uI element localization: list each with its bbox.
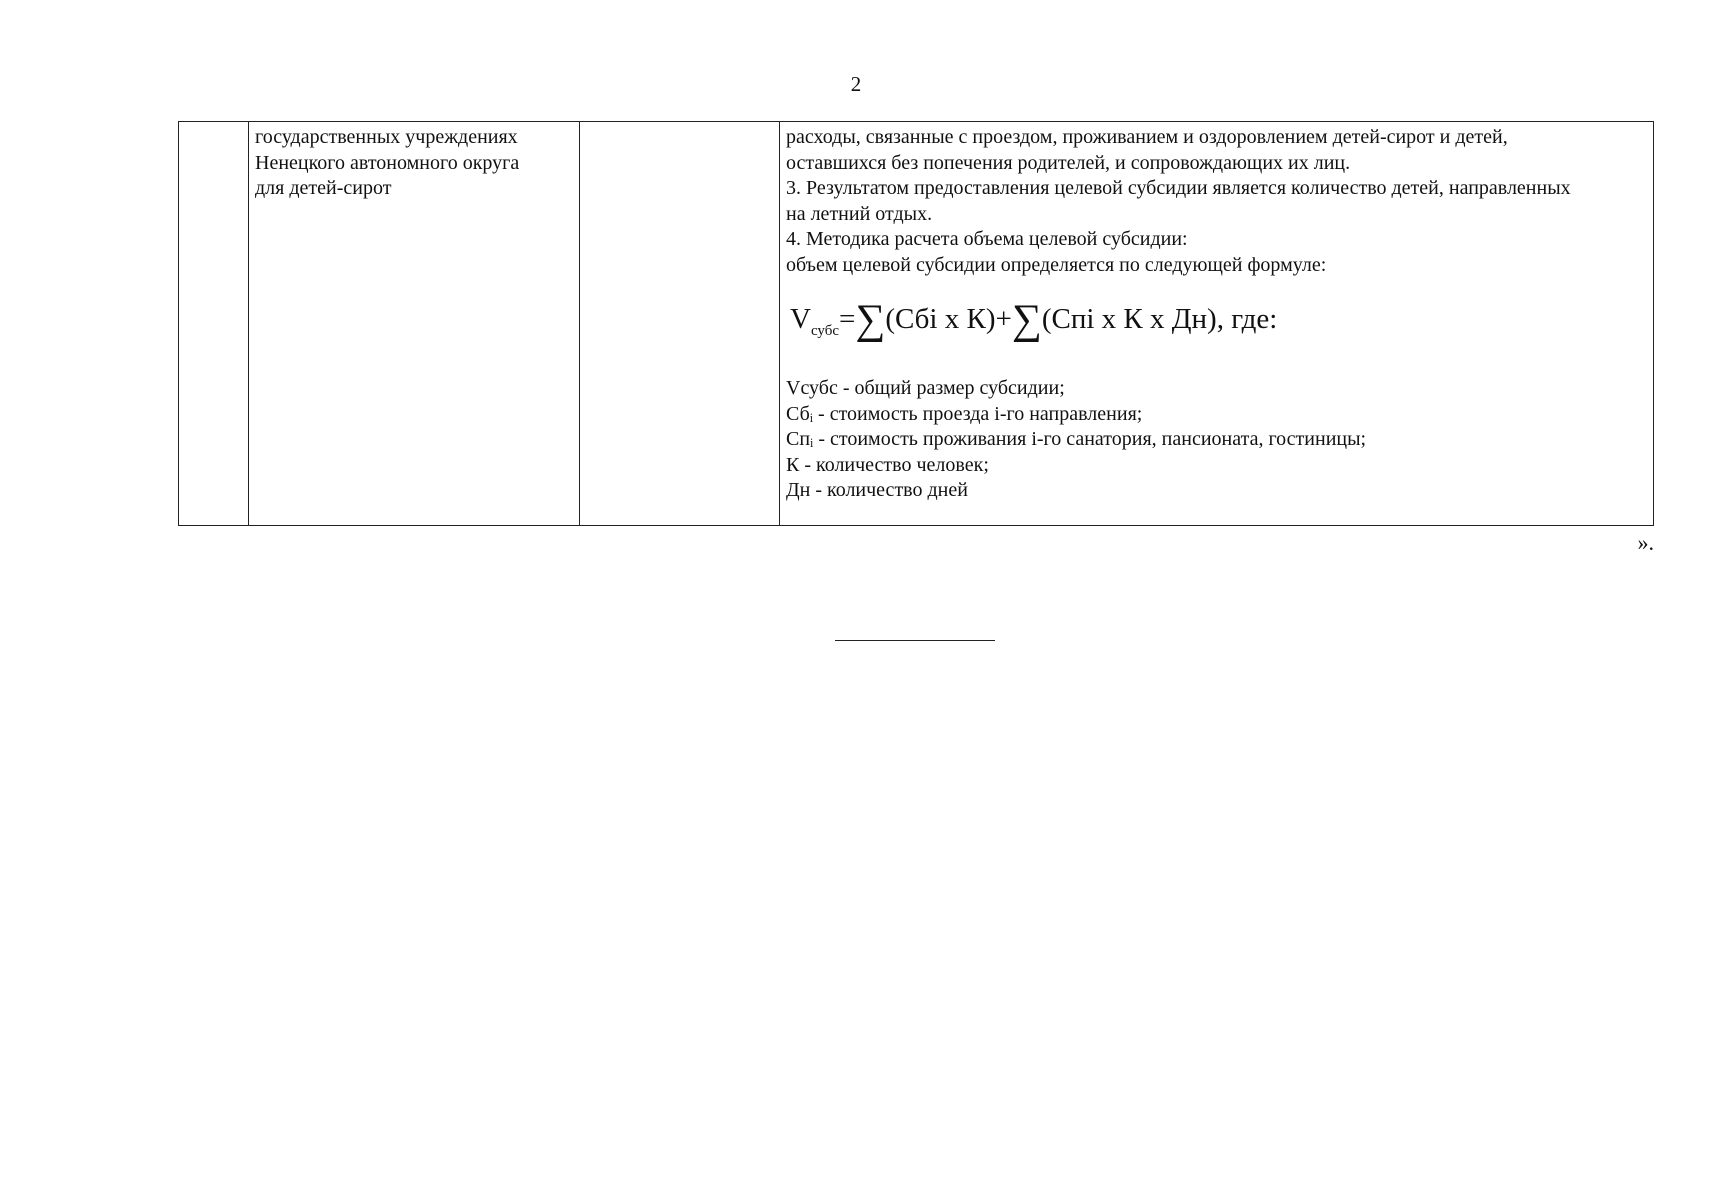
cell-empty	[580, 122, 780, 526]
legend-line: Vсубс - общий размер субсидии;	[786, 377, 1065, 399]
closing-quote: ».	[1637, 530, 1654, 555]
cell-recipient	[249, 122, 580, 526]
page-number: 2	[850, 72, 862, 96]
description-line: 4. Методика расчета объема целевой субсидии:	[786, 228, 1188, 250]
description-line: объем целевой субсидии определяется по следующей формуле:	[786, 253, 1327, 276]
end-divider	[835, 640, 995, 641]
sigma-icon: ∑	[855, 297, 886, 343]
formula-subscript: субс	[810, 323, 840, 339]
legend-line: Сбᵢ - стоимость проезда i-го направления;	[786, 402, 1143, 425]
subsidy-formula	[790, 297, 1647, 348]
cell-description	[780, 122, 1654, 526]
description-line: оставшихся без попечения родителей, и сопровождающих их лиц.	[786, 151, 1351, 174]
description-line: расходы, связанные с проездом, проживанием и оздоровлением детей-сирот и детей,	[786, 126, 1508, 148]
formula-term-2: (Спi x К x Дн), где:	[1041, 303, 1278, 335]
legend-line: К - количество человек;	[786, 453, 989, 476]
legend-line: Спᵢ - стоимость проживания i-го санатория, пансионата, гостиницы;	[786, 428, 1367, 450]
formula-v: V	[790, 303, 811, 335]
formula-equals: =	[839, 303, 856, 335]
recipient-line: государственных учреждениях	[255, 126, 518, 148]
cell-number	[179, 122, 249, 526]
table-row	[179, 122, 1654, 526]
sigma-icon: ∑	[1011, 297, 1042, 343]
legend-line: Дн - количество дней	[786, 479, 968, 501]
formula-term-1: (Сбi x К)+	[885, 303, 1012, 335]
recipient-line: Ненецкого автономного округа	[255, 151, 520, 174]
description-line: на летний отдых.	[786, 202, 933, 225]
description-line: 3. Результатом предоставления целевой субсидии является количество детей, направленных	[786, 177, 1571, 199]
document-table	[178, 121, 1654, 526]
recipient-line: для детей-сирот	[255, 177, 392, 199]
